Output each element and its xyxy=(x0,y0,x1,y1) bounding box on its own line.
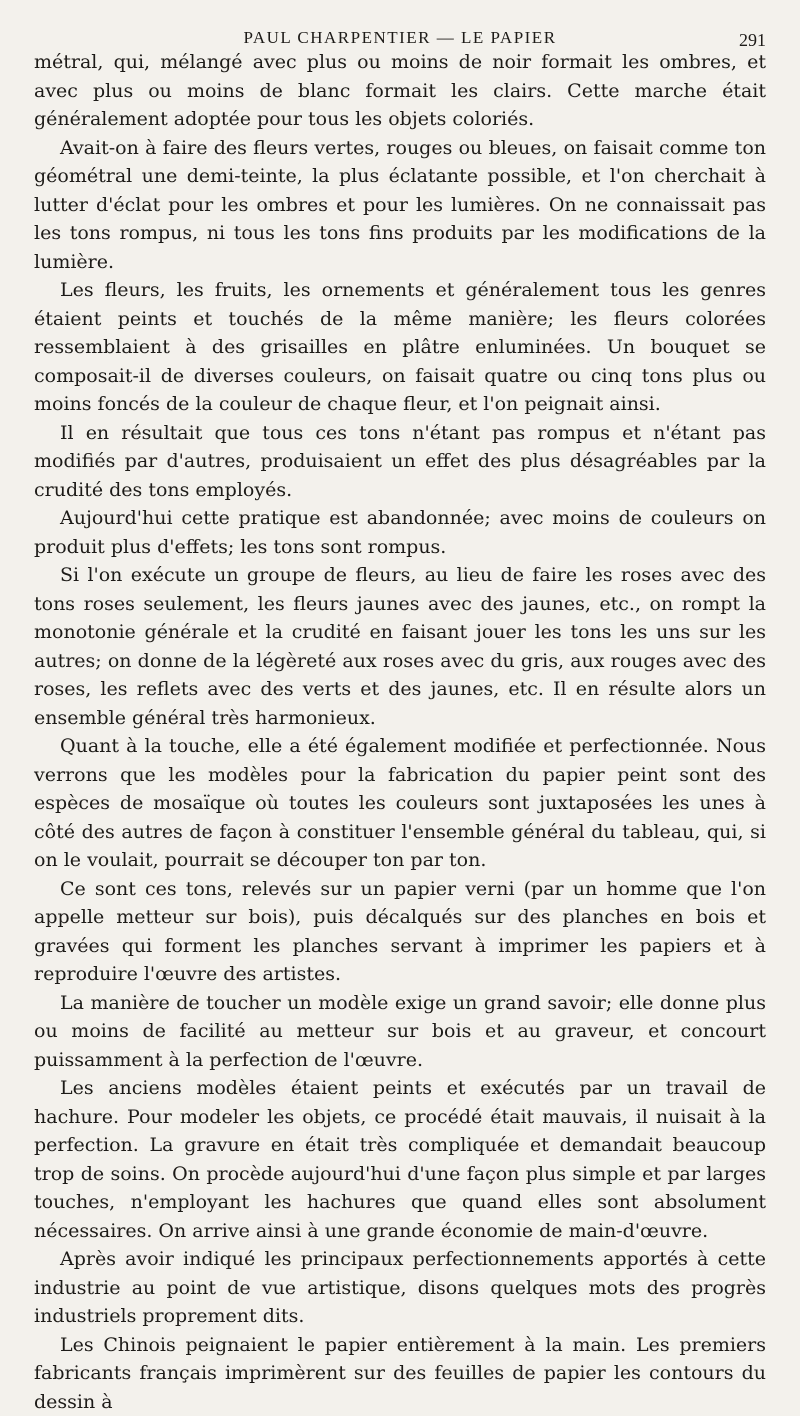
paragraph: Après avoir indiqué les principaux perfectionnements apportés à cette industrie au point de vue artistique, disons quelques mots des progrès industriels proprement dits. xyxy=(34,1245,766,1331)
body-text xyxy=(34,48,766,1416)
page-number: 291 xyxy=(739,30,766,51)
paragraph: Ce sont ces tons, relevés sur un papier verni (par un homme que l'on appelle metteur sur bois), puis décalqués sur des planches en bois et gravées qui forment les planches servant à imprimer les papiers et à reproduire l'œuvre des artistes. xyxy=(34,875,766,989)
paragraph: Si l'on exécute un groupe de fleurs, au lieu de faire les roses avec des tons roses seulement, les fleurs jaunes avec des jaunes, etc., on rompt la monotonie générale et la crudité en faisant jouer les tons les uns sur les autres; on donne de la légèreté aux roses avec du gris, aux rouges avec des roses, les reflets avec des verts et des jaunes, etc. Il en résulte alors un ensemble général très harmonieux. xyxy=(34,561,766,732)
paragraph: Avait-on à faire des fleurs vertes, rouges ou bleues, on faisait comme ton géométral une demi-teinte, la plus éclatante possible, et l'on cherchait à lutter d'éclat pour les ombres et pour les lumières. On ne connaissait pas les tons rompus, ni tous les tons fins produits par les modifications de la lumière. xyxy=(34,134,766,277)
running-head xyxy=(34,18,766,48)
paragraph: Quant à la touche, elle a été également modifiée et perfectionnée. Nous verrons que les modèles pour la fabrication du papier peint sont des espèces de mosaïque où toutes les couleurs sont juxtaposées les unes à côté des autres de façon à constituer l'ensemble général du tableau, qui, si on le voulait, pourrait se découper ton par ton. xyxy=(34,732,766,875)
paragraph: Les Chinois peignaient le papier entièrement à la main. Les premiers fabricants français imprimèrent sur des feuilles de papier les contours du dessin à xyxy=(34,1331,766,1416)
paragraph: Les fleurs, les fruits, les ornements et généralement tous les genres étaient peints et touchés de la même manière; les fleurs colorées ressemblaient à des grisailles en plâtre enluminées. Un bouquet se composait-il de diverses couleurs, on faisait quatre ou cinq tons plus ou moins foncés de la couleur de chaque fleur, et l'on peignait ainsi. xyxy=(34,276,766,419)
paragraph: Il en résultait que tous ces tons n'étant pas rompus et n'étant pas modifiés par d'autres, produisaient un effet des plus désagréables par la crudité des tons employés. xyxy=(34,419,766,505)
paragraph: La manière de toucher un modèle exige un grand savoir; elle donne plus ou moins de facilité au metteur sur bois et au graveur, et concourt puissamment à la perfection de l'œuvre. xyxy=(34,989,766,1075)
paragraph: Aujourd'hui cette pratique est abandonnée; avec moins de couleurs on produit plus d'effets; les tons sont rompus. xyxy=(34,504,766,561)
paragraph-continued: métral, qui, mélangé avec plus ou moins de noir formait les ombres, et avec plus ou moins de blanc formait les clairs. Cette marche était généralement adoptée pour tous les objets coloriés. xyxy=(34,48,766,134)
paragraph: Les anciens modèles étaient peints et exécutés par un travail de hachure. Pour modeler les objets, ce procédé était mauvais, il nuisait à la perfection. La gravure en était très compliquée et demandait beaucoup trop de soins. On procède aujourd'hui d'une façon plus simple et par larges touches, n'employant les hachures que quand elles sont absolument nécessaires. On arrive ainsi à une grande économie de main-d'œuvre. xyxy=(34,1074,766,1245)
running-title: PAUL CHARPENTIER — LE PAPIER xyxy=(34,28,766,48)
